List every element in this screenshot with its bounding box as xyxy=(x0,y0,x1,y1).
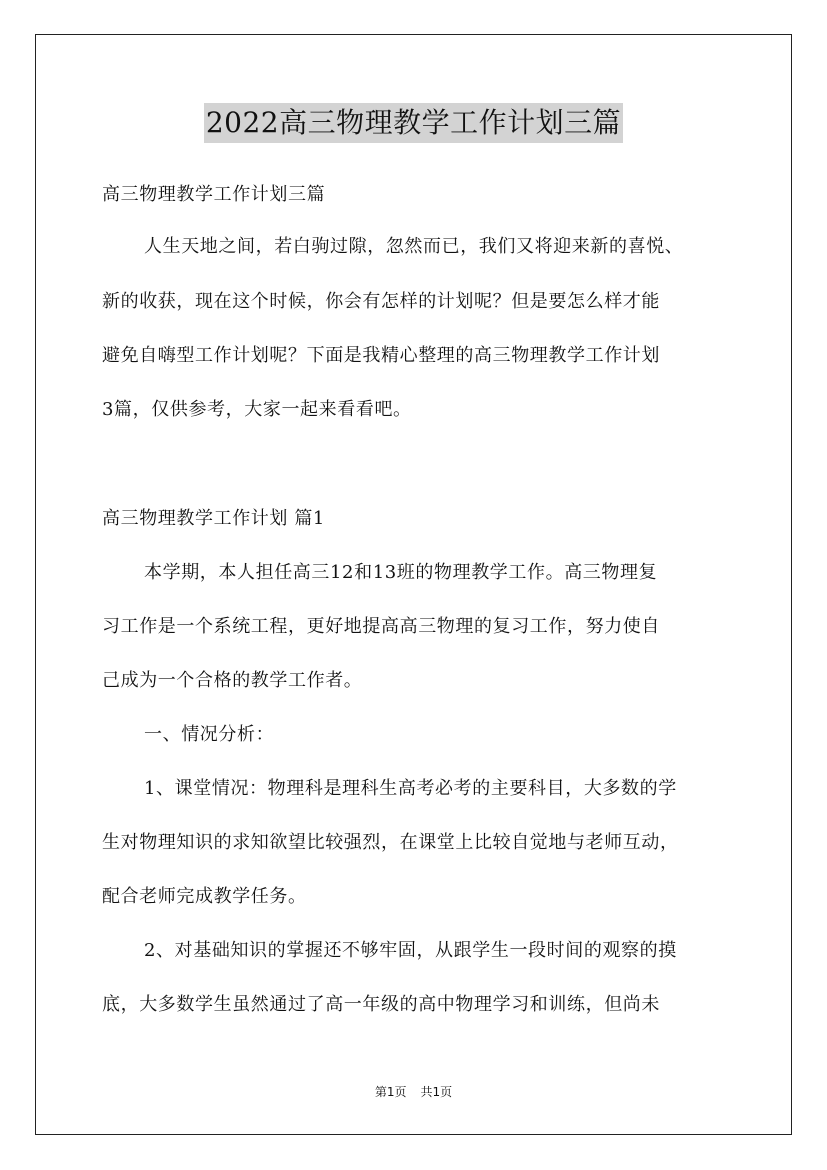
body-line: 一、情况分析： xyxy=(144,724,275,745)
section-heading: 高三物理教学工作计划 篇1 xyxy=(102,508,325,529)
title-container xyxy=(0,103,827,143)
intro-line: 3篇，仅供参考，大家一起来看看吧。 xyxy=(102,399,412,420)
intro-line: 避免自嗨型工作计划呢？下面是我精心整理的高三物理教学工作计划 xyxy=(102,345,660,366)
body-line: 1、课堂情况：物理科是理科生高考必考的主要科目，大多数的学 xyxy=(144,778,677,799)
intro-line: 人生天地之间，若白驹过隙，忽然而已，我们又将迎来新的喜悦、 xyxy=(144,236,684,257)
body-line: 2、对基础知识的掌握还不够牢固，从跟学生一段时间的观察的摸 xyxy=(144,940,677,961)
body-line: 习工作是一个系统工程，更好地提高高三物理的复习工作，努力使自 xyxy=(102,616,660,637)
body-line: 己成为一个合格的教学工作者。 xyxy=(102,670,363,691)
page-total: 共1页 xyxy=(420,1085,453,1099)
intro-line: 新的收获，现在这个时候，你会有怎样的计划呢？但是要怎么样才能 xyxy=(102,291,660,312)
subtitle: 高三物理教学工作计划三篇 xyxy=(102,184,326,205)
body-line: 底，大多数学生虽然通过了高一年级的高中物理学习和训练，但尚未 xyxy=(102,994,660,1015)
body-line: 生对物理知识的求知欲望比较强烈，在课堂上比较自觉地与老师互动， xyxy=(102,832,679,853)
page-number: 第1页 xyxy=(374,1085,407,1099)
body-line: 本学期，本人担任高三12和13班的物理教学工作。高三物理复 xyxy=(144,562,658,583)
page-footer xyxy=(0,1084,827,1100)
body-line: 配合老师完成教学任务。 xyxy=(102,886,307,907)
document-title: 2022高三物理教学工作计划三篇 xyxy=(204,103,623,143)
